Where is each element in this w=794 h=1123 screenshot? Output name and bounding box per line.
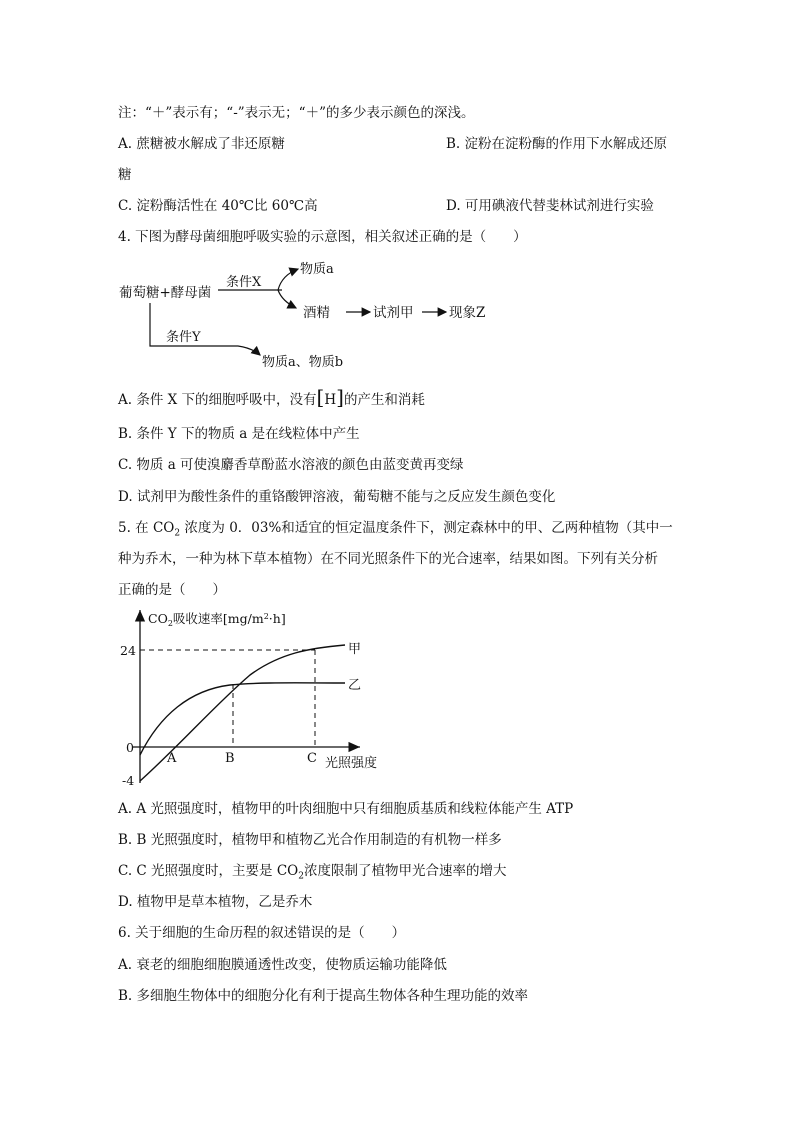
diagram-start: 葡萄糖+酵母菌 [119, 285, 212, 301]
series-jia-label: 甲 [348, 642, 362, 657]
cond-y-path [150, 303, 260, 355]
q5-stem-pre: 5. 在 CO [118, 520, 175, 536]
diagram-substance-a: 物质a [300, 262, 334, 277]
q3-option-a: A. 蔗糖被水解成了非还原糖 [118, 136, 285, 152]
diagram-cond-y: 条件Y [166, 330, 201, 345]
q5-stem-line2: 种为乔木，一种为林下草本植物）在不同光照条件下的光合速率，结果如图。下列有关分析 [118, 551, 658, 567]
diagram-phenomenon: 现象Z [449, 305, 486, 321]
q4-stem: 4. 下图为酵母菌细胞呼吸实验的示意图，相关叙述正确的是（ ） [118, 229, 527, 245]
q6-option-b: B. 多细胞生物体中的细胞分化有利于提高生物体各种生理功能的效率 [118, 988, 529, 1004]
diagram-cond-x: 条件X [226, 275, 262, 290]
y-tick-neg4: -4 [122, 773, 135, 785]
q4-option-d: D. 试剂甲为酸性条件的重铬酸钾溶液，葡萄糖不能与之反应发生颜色变化 [118, 489, 556, 505]
q5-option-a: A. A 光照强度时，植物甲的叶肉细胞中只有细胞质基质和线粒体能产生 ATP [118, 801, 574, 817]
table-note: 注：“＋”表示有；“-”表示无；“＋”的多少表示颜色的深浅。 [118, 105, 475, 121]
q4-option-a-post: 的产生和消耗 [343, 392, 425, 408]
diagram-substances-ab: 物质a、物质b [262, 355, 344, 370]
q4-option-a [118, 385, 425, 409]
diagram-reagent: 试剂甲 [373, 305, 414, 321]
q5-stem-sub: 2 [174, 528, 181, 539]
bracket-right: ] [336, 385, 344, 409]
y-tick-0: 0 [126, 740, 134, 755]
q5-option-c-post: 浓度限制了植物甲光合速率的增大 [303, 863, 507, 879]
y-tick-24: 24 [120, 643, 136, 658]
chart-xlabel: 光照强度 [325, 756, 378, 771]
q4-option-b: B. 条件 Y 下的物质 a 是在线粒体中产生 [118, 426, 360, 442]
q6-option-a: A. 衰老的细胞细胞膜通透性改变，使物质运输功能降低 [118, 957, 447, 973]
bracket-left: [ [316, 385, 325, 409]
q4-option-a-pre: A. 条件 X 下的细胞呼吸中，没有 [118, 392, 317, 408]
q5-stem-line3: 正确的是（ ） [118, 582, 226, 598]
q3-option-b-cont: 糖 [118, 167, 132, 183]
q6-stem: 6. 关于细胞的生命历程的叙述错误的是（ ） [118, 925, 406, 941]
q5-option-c [118, 862, 506, 886]
x-point-b: B [225, 751, 235, 766]
yeast-respiration-diagram [110, 255, 510, 375]
arrow-to-substance-a [278, 269, 298, 290]
q3-option-b: B. 淀粉在淀粉酶的作用下水解成还原 [446, 136, 668, 152]
q5-stem-line1 [118, 519, 673, 543]
q5-option-c-sub: 2 [298, 871, 304, 882]
series-yi-curve [140, 683, 345, 755]
x-point-c: C [307, 751, 317, 766]
diagram-alcohol: 酒精 [303, 305, 330, 321]
q5-stem-post: 浓度为 0．03%和适宜的恒定温度条件下，测定森林中的甲、乙两种植物（其中一 [180, 520, 673, 536]
x-point-a: A [167, 751, 177, 766]
chart-ylabel: $CO_2$吸收速率$[mg/m^2\cdot h]$ [148, 611, 286, 628]
q3-option-d: D. 可用碘液代替斐林试剂进行实验 [446, 198, 654, 214]
arrow-to-alcohol [278, 290, 296, 308]
q5-option-d: D. 植物甲是草本植物，乙是乔木 [118, 894, 313, 910]
photosynthesis-chart [110, 605, 400, 785]
q3-option-c: C. 淀粉酶活性在 40℃比 60℃高 [118, 198, 318, 214]
series-yi-label: 乙 [348, 678, 362, 693]
q4-option-c: C. 物质 a 可使溴麝香草酚蓝水溶液的颜色由蓝变黄再变绿 [118, 457, 464, 473]
q5-option-c-pre: C. C 光照强度时，主要是 CO [118, 863, 299, 879]
q4-option-a-h: H [324, 392, 337, 408]
q5-option-b: B. B 光照强度时，植物甲和植物乙光合作用制造的有机物一样多 [118, 832, 502, 848]
